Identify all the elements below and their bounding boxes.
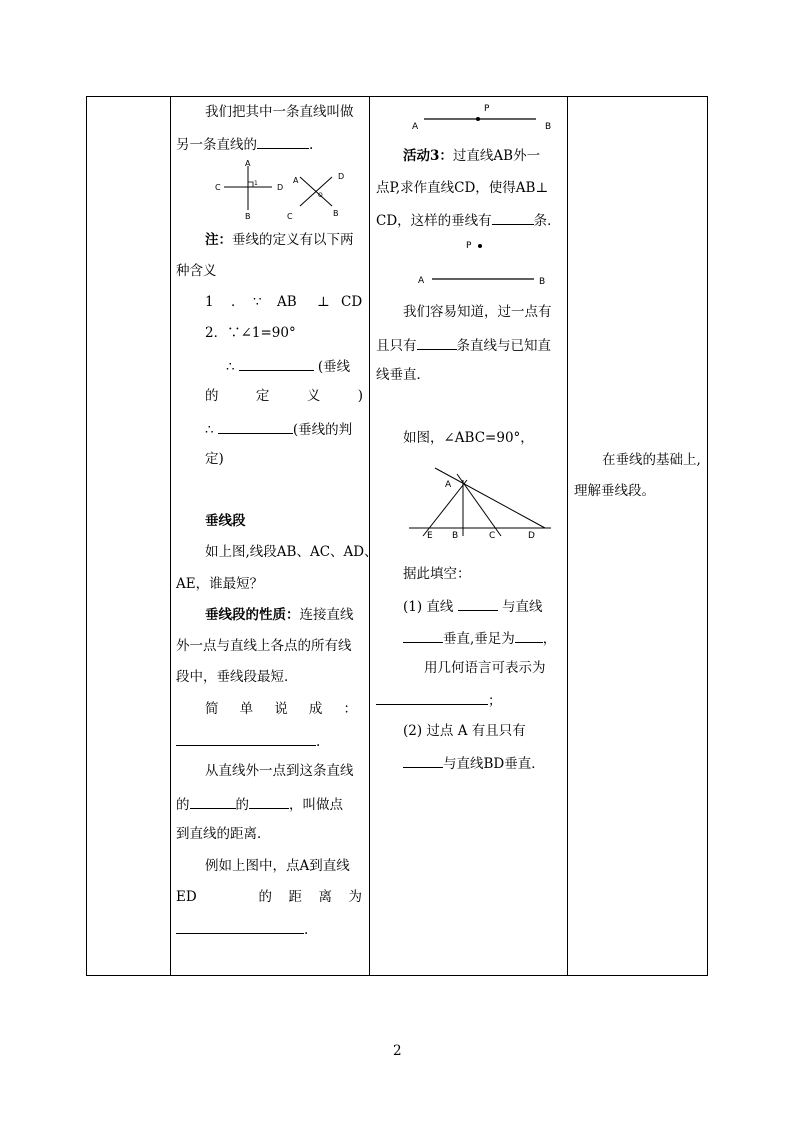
fig1-label-b: B <box>245 212 251 221</box>
column-divider <box>567 96 568 976</box>
item2: 2．∵∠1=90° <box>205 325 296 341</box>
tri-label-a: A <box>445 480 452 490</box>
fig2-label-a: A <box>293 176 299 185</box>
therefore2: ∴ (垂线的判 <box>205 422 353 438</box>
figure-caption: 如图，∠ABC=90°， <box>403 430 534 446</box>
goal-line2: 理解垂线段。 <box>574 483 655 499</box>
example-blank: . <box>176 920 308 938</box>
activity3-line3: CD，这样的垂线有 条． <box>376 213 561 229</box>
activity3-line1: 活动3：过直线AB外一 <box>403 148 541 164</box>
q1-line1: (1) 直线 与直线 <box>403 599 543 615</box>
reason1b: 的 定 义 ) <box>205 388 363 404</box>
fig1-label-a: A <box>245 159 251 168</box>
fig1-label-1: 1 <box>254 180 258 187</box>
prop-line1: 垂线段的性质：连接直线 <box>205 607 354 623</box>
example-line2: ED 的 距 离 为 <box>176 889 362 905</box>
p-label: P <box>466 241 472 251</box>
tri-label-d: D <box>528 531 535 541</box>
fill-title: 据此填空： <box>403 566 471 582</box>
know-line1: 我们容易知道，过一点有 <box>403 304 552 320</box>
q1-line2: 垂直,垂足为 ， <box>403 629 556 647</box>
seg-title: 垂线段 <box>205 513 246 529</box>
q2-line2: 与直线BD垂直． <box>403 754 545 772</box>
activity3-line2: 点P,求作直线CD，使得AB⊥ <box>376 180 549 196</box>
tri-label-b: B <box>452 531 459 541</box>
column-divider <box>369 96 370 976</box>
line-label-b: B <box>539 277 546 287</box>
column-divider <box>170 96 171 976</box>
tri-label-c: C <box>489 531 496 541</box>
item1: 1 ． ∵ AB ⊥ CD <box>205 294 363 310</box>
line-ab <box>430 276 536 282</box>
fig2-label-o: O <box>318 192 323 199</box>
seg-question2: AE，谁最短？ <box>176 576 264 592</box>
col2-line1: 我们把其中一条直线叫做 <box>205 104 354 120</box>
perpendicular-figure <box>212 160 272 220</box>
line-label-a: A <box>418 276 425 286</box>
q1-line4: ； <box>376 691 502 709</box>
col2-line2: 另一条直线的 . <box>176 137 314 153</box>
dist-line3: 到直线的距离． <box>176 826 271 842</box>
page-number: 2 <box>393 1043 402 1059</box>
point-p <box>476 242 484 250</box>
fig1-label-c: C <box>215 183 221 192</box>
tri-label-e: E <box>427 531 433 541</box>
know-line3: 线垂直． <box>376 367 430 383</box>
top-label-b: B <box>545 122 552 132</box>
know-line2: 且只有 条直线与已知直 <box>376 338 551 354</box>
dist-line1: 从直线外一点到这条直线 <box>205 763 354 779</box>
simple-blank: . <box>176 732 320 750</box>
top-label-p: P <box>484 104 490 114</box>
note-line: 注：垂线的定义有以下两 <box>205 232 354 248</box>
simple-line: 简 单 说 成 ： <box>205 701 357 717</box>
top-label-a: A <box>412 122 419 132</box>
fig1-label-d: D <box>277 183 284 192</box>
therefore1: ∴ (垂线 <box>226 359 351 375</box>
line-ab-point-p <box>420 110 540 122</box>
prop-line3: 段中，垂线段最短． <box>176 669 298 685</box>
perpendicular-segments-figure <box>405 462 551 542</box>
reason2b: 定) <box>205 451 224 467</box>
goal-line1: 在垂线的基础上, <box>602 452 701 468</box>
q1-line3: 用几何语言可表示为 <box>424 660 546 676</box>
note-line2: 种含义 <box>176 263 217 279</box>
example-line1: 例如上图中，点A到直线 <box>205 858 350 874</box>
q2-line1: (2) 过点 A 有且只有 <box>403 723 526 739</box>
prop-line2: 外一点与直线上各点的所有线 <box>176 638 352 654</box>
fig2-label-d: D <box>338 172 345 181</box>
fig2-label-c: C <box>287 212 293 221</box>
seg-question1: 如上图,线段AB、AC、AD、 <box>205 544 378 560</box>
fig2-label-b: B <box>333 209 339 218</box>
dist-line2: 的 的 ，叫做点 <box>176 797 343 813</box>
